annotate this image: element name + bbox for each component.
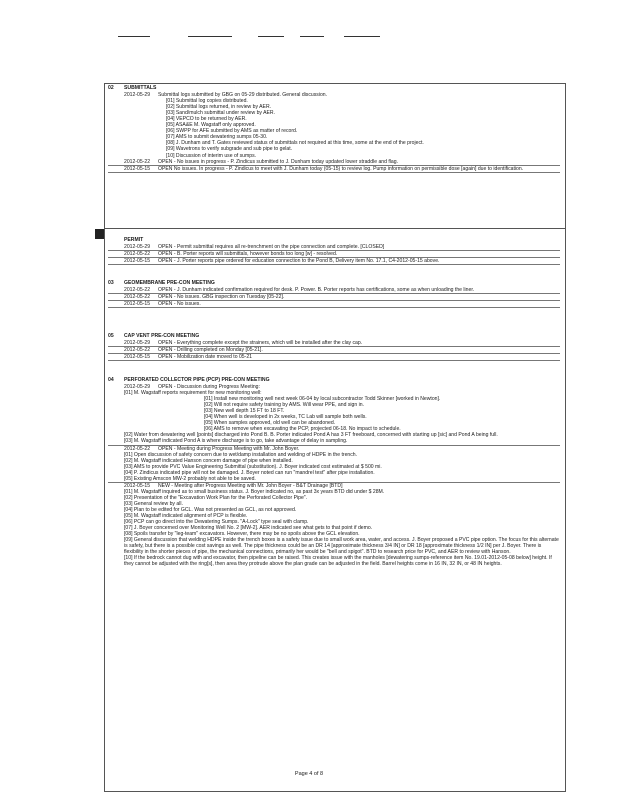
entry-text: [05] M. Wagstaff indicated alignment of PCP is flexible. bbox=[124, 513, 248, 520]
entry-row bbox=[108, 354, 560, 361]
entry-list bbox=[108, 287, 560, 308]
section-geomembrane bbox=[108, 280, 560, 308]
entry-date: 2012-05-29 bbox=[124, 244, 151, 251]
section-heading bbox=[108, 333, 560, 339]
entry-date: 2012-05-29 bbox=[124, 340, 151, 347]
entry-row bbox=[108, 294, 560, 301]
entry-date: 2012-05-15 bbox=[124, 482, 151, 489]
entry-text: [02] Presentation of the "Excavation Work Plan for the Perforated Collector Pipe". bbox=[124, 494, 308, 501]
entry-date: 2012-05-15 bbox=[124, 354, 151, 361]
entry-date: 2012-05-29 bbox=[124, 92, 151, 99]
section-number: 04 bbox=[108, 377, 114, 383]
entry-list bbox=[108, 384, 560, 567]
entry-text: [06] AMS to remove when excavating the PCP, projected 06-18. No impact to schedule. bbox=[204, 426, 401, 433]
header-blank-2 bbox=[188, 36, 232, 37]
entry-row bbox=[108, 258, 560, 265]
entry-text: [02] Water from dewatering well [points] discharged into Pond B. B. Porter indicated Pond A has 3 FT freeboard, concerned with starting up [sic] and Pond A being full. bbox=[124, 432, 498, 439]
entry-text: NEW - Meeting after Progress Meeting with Mr. John Boyer - B&T Drainage [BTD] bbox=[158, 482, 343, 489]
entry-text: OPEN - J. Porter reports pipe ordered for education connection to the Pond B, Delivery item No. 17.1, C4-2012-05-15 above. bbox=[158, 258, 440, 265]
section-title: PERMIT bbox=[124, 237, 144, 243]
entry-text: OPEN - B. Porter reports will submittals, however bonds too long [w] - resolved. bbox=[158, 251, 338, 258]
entry-row bbox=[108, 438, 560, 445]
entry-date: 2012-05-29 bbox=[124, 384, 151, 391]
entry-text: OPEN - No issues. GBG inspection on Tuesday [05-22]. bbox=[158, 294, 285, 301]
entry-date: 2012-05-22 bbox=[124, 294, 151, 301]
section-permit bbox=[108, 237, 560, 265]
section-title: GEOMEMBRANE PRE-CON MEETING bbox=[124, 280, 215, 286]
entry-text: [10] Discussion of interim use of sumps. bbox=[166, 152, 257, 159]
page-number: Page 4 of 8 bbox=[294, 771, 324, 777]
entry-row bbox=[108, 555, 560, 567]
entry-row bbox=[108, 537, 560, 555]
section-heading bbox=[108, 237, 560, 243]
entry-date: 2012-05-22 bbox=[124, 158, 151, 165]
entry-text: [09] Wavetrons to verify subgrade and sub pipe to gelat. bbox=[166, 146, 293, 153]
entry-date: 2012-05-15 bbox=[124, 301, 151, 308]
entry-list bbox=[108, 92, 560, 173]
entry-text: [04] Plan to be edited for GCL. Was not presented as GCL, as not approved. bbox=[124, 506, 297, 513]
entry-text: [06] PCP can go direct into the Dewatering Sumps. "A-Lock" type seal with clamp. bbox=[124, 519, 309, 526]
entry-text: [01] Install new monitoring well next week 06-04 by local subcontractor Todd Skinner [worked in Newton]. bbox=[204, 396, 441, 403]
entry-text: [03] Sand/mulch submittal under review by AER. bbox=[166, 110, 276, 117]
header-blank-4 bbox=[300, 36, 324, 37]
entry-text: OPEN - Permit submittal requires all re-trenchment on the pipe connection and complete. [CLOSED] bbox=[158, 244, 385, 251]
entry-text: [08] J. Dunham and T. Gates reviewed status of submittals not required at this time, some at the end of the project. bbox=[166, 140, 424, 147]
entry-row bbox=[108, 301, 560, 308]
entry-list bbox=[108, 244, 560, 265]
entry-row bbox=[108, 251, 560, 258]
entry-text: OPEN - Mobilization date moved to 05-21 bbox=[158, 354, 252, 361]
entry-text: [10] If the bedrock cannot dug with and excavator, then pipeline can be raised. This creates issue with the manholes [dewatering sumps-reference item No. 19.01-2012-05-08 below] height. If they cannot be adjusted with the ring[s], then area they protrude above the plan grade can be adjusted in the field. Barrel heights come in 16 IN, 32 IN, or 48 IN heights. bbox=[124, 555, 552, 568]
section-divider bbox=[104, 228, 566, 229]
entry-date: 2012-05-22 bbox=[124, 287, 151, 294]
section-pcp bbox=[108, 377, 560, 567]
entry-text: [05] ASA&E M. Wagstaff only approved. bbox=[166, 122, 256, 129]
entry-row bbox=[108, 340, 560, 347]
section-marker bbox=[95, 229, 104, 239]
entry-text: [05] When samples approved, old well can be abandoned. bbox=[204, 420, 336, 427]
entry-text: OPEN - No issues in progress - P. Zindicus submitted to J. Dunham today updated lower straddle and flag. bbox=[158, 158, 398, 165]
entry-date: 2012-05-22 bbox=[124, 445, 151, 452]
header-blank-5 bbox=[344, 36, 380, 37]
entry-text: [05] Existing Amscon MW-2 probably not able to be saved. bbox=[124, 475, 256, 482]
entry-text: [06] SWPP for AFE submitted by AMS as matter of record. bbox=[166, 128, 298, 135]
entry-text: OPEN No issues. In progress - P. Zindicus to meet with J. Dunham today (05-15) to review log. Pump information on permissible dose [again] due to identification. bbox=[158, 165, 524, 172]
entry-text: [07] J. Boyer concerned over Monitoring Well No. 2 [MW-2]. AER indicated see what gets to that point if demo. bbox=[124, 525, 373, 532]
section-heading bbox=[108, 85, 560, 91]
entry-text: [03] M. Wagstaff indicated Pond A is where discharge is to go, take advantage of delay in sampling. bbox=[124, 438, 348, 445]
entry-text: [01] Submittal log copies distributed. bbox=[166, 98, 248, 105]
entry-text: [02] Submittal logs returned, in review by AER. bbox=[166, 104, 272, 111]
entry-text: [04] P. Zindicus indicated pipe will not be damaged. J. Boyer noted can run "mandrel test" after pipe installation. bbox=[124, 469, 375, 476]
header-blank-1 bbox=[118, 36, 150, 37]
entry-text: [03] New well depth 15 FT to 18 FT. bbox=[204, 408, 285, 415]
entry-text: [04] When well is developed in 2x weeks, TC Lab will sample both wells. bbox=[204, 414, 367, 421]
section-number: 02 bbox=[108, 85, 114, 91]
entry-row bbox=[108, 166, 560, 173]
section-title: PERFORATED COLLECTOR PIPE (PCP) PRE-CON MEETING bbox=[124, 377, 270, 383]
entry-text: Submittal logs submitted by GBG on 05-29 distributed. General discussion. bbox=[158, 92, 328, 99]
entry-text: [07] AMS to submit dewatering sumps 05-30. bbox=[166, 134, 268, 141]
section-number bbox=[108, 237, 124, 243]
entry-date: 2012-05-15 bbox=[124, 258, 151, 265]
entry-text: [02] Will not require safety training by AMS. Will wear PPE, and sign in. bbox=[204, 402, 364, 409]
entry-text: OPEN - J. Dunham indicated confirmation required for desk. P. Power. B. Porter reports has certifications, some as when unloading the liner. bbox=[158, 287, 475, 294]
entry-text: [03] General review by all. bbox=[124, 500, 183, 507]
entry-date: 2012-05-15 bbox=[124, 165, 151, 172]
entry-text: OPEN - Meeting during Progress Meeting with Mr. John Boyer. bbox=[158, 445, 300, 452]
entry-row bbox=[108, 159, 560, 166]
section-heading bbox=[108, 377, 560, 383]
entry-text: [04] VEPCO to be returned by AER. bbox=[166, 116, 247, 123]
header-blank-3 bbox=[258, 36, 284, 37]
entry-row bbox=[108, 476, 560, 483]
entry-row bbox=[108, 244, 560, 251]
entry-text: [01] M. Wagstaff inquired as to small business status. J. Boyer indicated no, as past 3x years BTD did under $ 28M. bbox=[124, 488, 385, 495]
entry-text: [02] M. Wagstaff indicated Hanson concern damage of pipe when installed. bbox=[124, 457, 293, 464]
entry-date: 2012-05-22 bbox=[124, 251, 151, 258]
entry-text: [09] General discussion that welding HDPE inside the trench boxes is a safety issue due to small work area, water, and access. J. Boyer proposed a PVC pipe option. The focus for this alternate is safety, but there is a possible cost savings as well. The pipe thickness could be an DR 14 [approximate thickness 3/4 IN] or DR 18 [approximate thickness 1/2 IN] per J. Boyer. There is flexibility in the shorter pieces of pipe, the mechanical connections, primarily her would be "bell and spigot". BTD to research price for PVC, and AER to review with Hanson. bbox=[124, 537, 559, 556]
entry-text: OPEN - Everything complete except the strainers, which will be installed after the clay cap. bbox=[158, 340, 363, 347]
section-cap-vent bbox=[108, 333, 560, 361]
entry-text: [08] Spoils transfer by "leg-team" excavators. However, there may be no spoils above the GCL elevation. bbox=[124, 531, 360, 538]
section-title: SUBMITTALS bbox=[124, 85, 157, 91]
section-number: 05 bbox=[108, 333, 114, 339]
section-title: CAP VENT PRE-CON MEETING bbox=[124, 333, 200, 339]
section-number: 03 bbox=[108, 280, 114, 286]
entry-row bbox=[108, 347, 560, 354]
entry-list bbox=[108, 340, 560, 361]
entry-date: 2012-05-22 bbox=[124, 347, 151, 354]
entry-text: [01] Open discussion of safety concern due to wet/damp installation and welding of HDPE in the trench. bbox=[124, 451, 358, 458]
entry-text: [01] M. Wagstaff reports requirement for new monitoring well: bbox=[124, 390, 262, 397]
entry-text: OPEN - Drilling completed on Monday [05-21]. bbox=[158, 347, 263, 354]
section-heading bbox=[108, 280, 560, 286]
entry-text: OPEN - Discussion during Progress Meeting: bbox=[158, 384, 260, 391]
section-submittals bbox=[108, 85, 560, 173]
entry-text: OPEN - No issues. bbox=[158, 301, 201, 308]
entry-text: [03] AMS to provide PVC Value Engineering Submittal (substitution). J. Boyer indicated cost estimated at $ 500 mi. bbox=[124, 463, 382, 470]
entry-row bbox=[108, 287, 560, 294]
